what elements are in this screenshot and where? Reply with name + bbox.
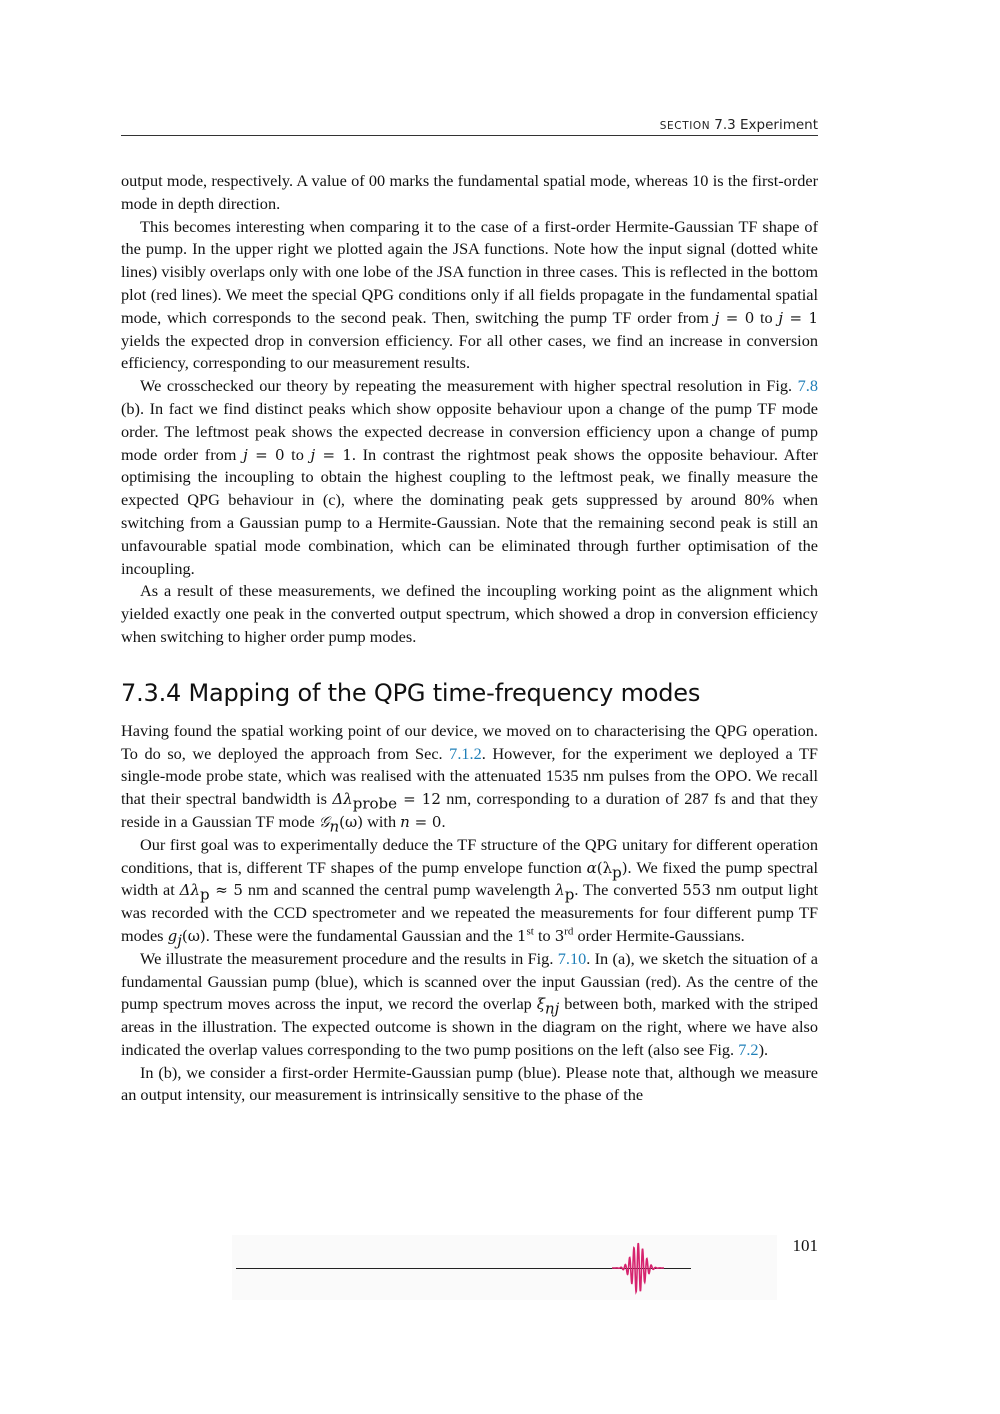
paragraph-2 <box>121 216 818 376</box>
figure-link-7-8[interactable]: 7.8 <box>797 376 818 396</box>
header-rule <box>121 135 818 136</box>
section-heading: 7.3.4 Mapping of the QPG time-frequency modes <box>121 678 701 707</box>
ordinal-superscript: rd <box>564 925 574 938</box>
text-run: nm, corresponding to a duration of 287 fs and that they reside in a Gaussian TF mode <box>121 789 818 831</box>
running-head-section-word: SECTION <box>659 120 711 132</box>
text-run: Then, switching the pump TF order from <box>432 307 715 327</box>
math-expression: = 0 <box>247 445 285 464</box>
text-run: (b). In fact we find distinct peaks which show opposite behaviour upon a change of the pump TF mode order. The leftmost peak shows the expected decrease in conversion efficiency upon a change of pump mode order from <box>121 398 818 464</box>
paragraph-1: output mode, respectively. A value of 00 marks the fundamental spatial mode, whereas 10 is the first-order mode in depth direction. <box>121 171 818 213</box>
figure-link-7-2[interactable]: 7.2 <box>738 1039 759 1059</box>
math-symbol: n <box>400 812 410 831</box>
math-subscript: p <box>200 885 210 904</box>
text-run: . In contrast the rightmost peak shows the opposite behaviour. After optimising the incoupling to obtain the highest coupling to the leftmost peak, we finally measure the expected QPG behaviour in (c), where the dominating peak gets suppressed by around 80% when switching from a Gaussian pump to a Hermite-Gaussian. Note that the remaining second peak is still an unfavourable spatial mode combination, which can be eliminated through further optimisation of the incoupling. <box>121 444 818 578</box>
math-symbol: j <box>778 308 784 327</box>
text-run: . We fixed the pump spectral width at <box>121 857 819 900</box>
text-run: We crosschecked our theory by repeating the measurement with higher spectral resolution in Fig. <box>140 376 798 396</box>
math-symbol: 𝒢 <box>318 812 330 831</box>
text-run: to <box>754 307 779 327</box>
math-expression: = 1 <box>783 308 819 327</box>
text-run: with <box>363 811 401 831</box>
text-run: order Hermite-Gaussians. <box>573 925 745 945</box>
running-head-title: 7.3 Experiment <box>714 117 818 133</box>
text-run: . In (a), we sketch the situation of a fundamental Gaussian pump (blue), which is scanned over the input Gaussian (red). As the centre of the pump spectrum moves across the input, we record the overlap <box>121 948 819 1014</box>
math-subscript: n <box>329 817 340 836</box>
math-symbol: Δλ <box>179 881 200 900</box>
math-number: 1 <box>516 926 527 945</box>
math-subscript: p <box>612 862 622 881</box>
text-run: between both, marked with the striped areas in the illustration. The expected outcome is shown in the diagram on the right, where we have also indicated the overlap values corresponding to the two pump positions on the left (also see Fig. <box>121 994 818 1059</box>
math-subscript: j <box>177 931 182 950</box>
math-symbol: α <box>586 858 597 877</box>
text-run: ). <box>758 1039 769 1059</box>
math-symbol: λ <box>555 881 565 900</box>
running-head <box>121 117 818 133</box>
math-subscript: p <box>564 885 575 904</box>
math-symbol: j <box>714 308 720 327</box>
math-symbol: Δλ <box>332 790 353 809</box>
text-run: to <box>533 925 555 945</box>
paragraph-4: As a result of these measurements, we defined the incoupling working point as the alignment which yielded exactly one peak in the converted output spectrum, which showed a drop in conversion efficiency when switching to higher order pump modes. <box>121 581 818 646</box>
wave-packet-icon <box>612 1240 664 1296</box>
paragraph-2-text: This becomes interesting when comparing it to the case of a first-order Hermite-Gaussian TF shape of the pump. In the upper right we plotted again the JSA functions. Note how the input signal (dotted white lines) visibly overlaps only with one lobe of the JSA function in three cases. This is reflected in the bottom plot (red lines). We meet the special QPG conditions only if all fields propagate in the fundamental spatial mode, which corresponds to the second peak. <box>121 216 818 327</box>
paragraph-7 <box>121 948 818 1062</box>
text-run: . The converted <box>574 880 683 900</box>
page-number: 101 <box>792 1236 818 1255</box>
math-symbol: j <box>310 445 316 464</box>
math-symbol: j <box>243 445 248 464</box>
math-symbol: g <box>167 926 178 945</box>
text-run: Having found the spatial working point of our device, we moved on to characterising the QPG operation. To do so, we deployed the approach from Sec. <box>121 720 818 763</box>
math-expression: (ω) <box>181 926 206 945</box>
text-run: Our first goal was to experimentally deduce the TF structure of the QPG unitary for different operation conditions, that is, different TF shapes of the pump envelope function <box>121 834 818 877</box>
text-run: nm output light was recorded with the CCD spectrometer and we repeated the measurements for four different pump TF modes <box>121 880 818 945</box>
math-expression: ) <box>621 858 628 877</box>
math-expression: (λ <box>596 858 613 877</box>
section-link-7-1-2[interactable]: 7.1.2 <box>449 743 482 763</box>
math-expression: (ω) <box>339 812 364 831</box>
math-expression: ≈ 5 <box>209 881 243 900</box>
text-run: . <box>441 811 446 831</box>
math-expression: = 1 <box>315 445 352 464</box>
paragraph-6 <box>121 834 818 948</box>
math-symbol: ξ <box>536 995 545 1014</box>
math-number: 553 <box>682 881 712 900</box>
text-run: nm and scanned the central pump wavelength <box>242 880 556 900</box>
math-subscript: probe <box>352 794 398 813</box>
math-expression: = 0 <box>719 308 755 327</box>
ordinal-superscript: st <box>526 925 534 938</box>
main-text <box>121 170 818 1107</box>
math-number: 3 <box>554 926 565 945</box>
text-run: to <box>284 444 311 464</box>
text-run: . These were the fundamental Gaussian and the <box>205 925 517 945</box>
math-subscript: nj <box>545 999 560 1018</box>
figure-link-7-10[interactable]: 7.10 <box>557 948 587 968</box>
text-run: We illustrate the measurement procedure and the results in Fig. <box>140 948 558 968</box>
math-expression: = 12 <box>397 790 441 809</box>
text-run: . However, for the experiment we deployed a TF single-mode probe state, which was realised with the attenuated 1535 nm pulses from the OPO. We recall that their spectral bandwidth is <box>121 743 818 809</box>
paragraph-5 <box>121 720 818 834</box>
text-run: yields the expected drop in conversion efficiency. For all other cases, we find an increase in conversion efficiency, corresponding to our measurement results. <box>121 330 818 373</box>
paragraph-3 <box>121 375 818 580</box>
math-expression: = 0 <box>409 812 442 831</box>
paragraph-8: In (b), we consider a first-order Hermite-Gaussian pump (blue). Please note that, although we measure an output intensity, our measurement is intrinsically sensitive to the phase of the <box>121 1062 818 1105</box>
